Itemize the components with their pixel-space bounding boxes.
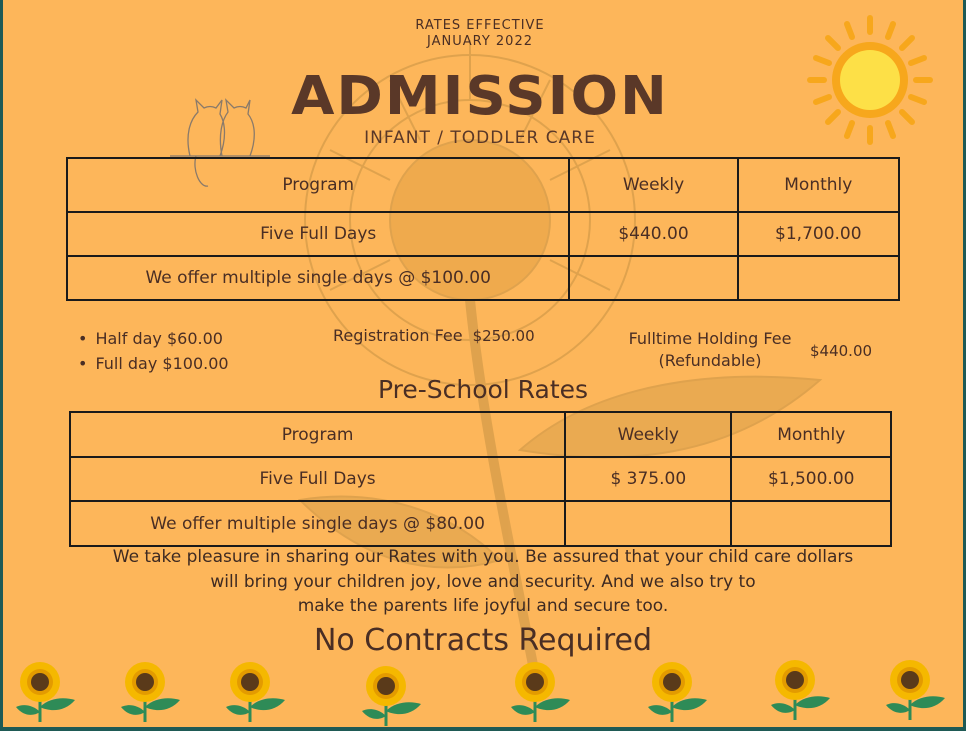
holding-fee-line1: Fulltime Holding Fee [628,329,792,348]
header-weekly: Weekly [569,158,737,212]
cell-weekly [565,501,731,546]
sunflower-icon [886,660,945,720]
frame-edge-left [0,0,3,731]
message-line3: make the parents life joyful and secure too. [297,596,669,616]
sunflower-icon [771,660,830,720]
table-header-row [67,158,899,212]
day-rates-list [78,326,229,376]
list-item: • Full day $100.00 [78,351,229,376]
cell-monthly: $1,700.00 [738,212,899,256]
page-subtitle: INFANT / TODDLER CARE [364,128,596,148]
cell-weekly: $ 375.00 [565,457,731,501]
sunflower-icon [226,662,285,722]
cell-program: We offer multiple single days @ $100.00 [67,256,569,300]
sunflower-icon [16,662,75,722]
cell-program: Five Full Days [67,212,569,256]
header-monthly: Monthly [731,412,891,457]
header-program: Program [70,412,565,457]
message-line2: will bring your children joy, love and security. And we also try to [210,571,756,592]
table-header-row [70,412,891,457]
cell-monthly [731,501,891,546]
registration-fee-label: Registration Fee [333,326,463,345]
sunflower-icon [648,662,707,722]
cell-program: We offer multiple single days @ $80.00 [70,501,565,546]
sunflower-icon [121,662,180,722]
table-row [70,501,891,546]
cell-monthly: $1,500.00 [731,457,891,501]
message-line1: We take pleasure in sharing our Rates with you. Be assured that your child care dollars [112,547,854,567]
header-program: Program [67,158,569,212]
preschool-heading: Pre-School Rates [377,375,589,404]
holding-fee-line2: (Refundable) [658,351,762,370]
header-weekly: Weekly [565,412,731,457]
no-contracts-heading: No Contracts Required [313,623,653,658]
preschool-rates-table [69,411,892,547]
rates-effective-line1: RATES EFFECTIVE [415,18,545,33]
page-title: ADMISSION [291,65,669,128]
holding-fee-amount: $440.00 [810,342,873,360]
header-monthly: Monthly [738,158,899,212]
frame-edge-bottom [0,727,966,731]
holding-fee-label [618,328,802,372]
list-item: • Half day $60.00 [78,326,229,351]
rates-effective [380,18,580,50]
cell-weekly [569,256,737,300]
sunflower-icon [511,662,570,722]
table-row [67,256,899,300]
cell-weekly: $440.00 [569,212,737,256]
cell-program: Five Full Days [70,457,565,501]
table-row [67,212,899,256]
sun-icon [810,18,930,142]
infant-rates-table [66,157,900,301]
registration-fee [333,326,535,345]
registration-fee-amount: $250.00 [472,327,535,345]
message [40,545,926,619]
sunflower-icon [362,666,421,726]
table-row [70,457,891,501]
rates-effective-line2: JANUARY 2022 [427,34,533,49]
cell-monthly [738,256,899,300]
